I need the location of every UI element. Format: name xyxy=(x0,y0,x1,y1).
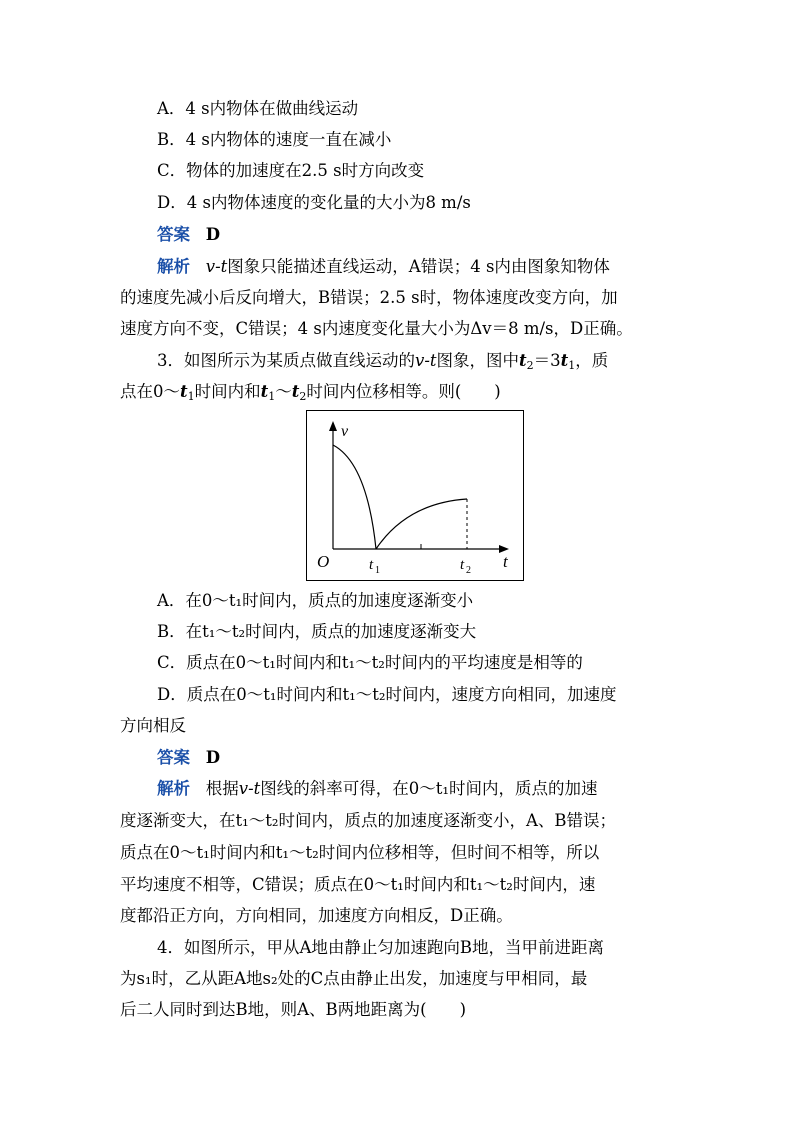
tick-t2-label: t xyxy=(460,557,465,573)
vt-graph-figure xyxy=(306,410,524,581)
explanation-label: 解析 xyxy=(157,779,190,798)
curve-t1-to-t2 xyxy=(376,499,467,549)
q3-option-d-line-2: 方向相反 xyxy=(120,716,186,735)
q2-explanation-line-2: 的速度先减小后反向增大，B错误；2.5 s时，物体速度改变方向，加 xyxy=(120,288,618,307)
explanation-label: 解析 xyxy=(157,257,190,276)
tick-t1-subscript: 1 xyxy=(375,565,380,576)
curve-0-to-t1 xyxy=(333,445,376,549)
q2-option-c: C．物体的加速度在2.5 s时方向改变 xyxy=(157,161,425,180)
axis-t-label: t xyxy=(503,552,508,571)
q3-explanation-line-2: 度逐渐变大，在t₁～t₂时间内，质点的加速度逐渐变小，A、B错误； xyxy=(120,811,617,830)
q3-stem-line-2: 点在$0\sim t_1$时间内和$t_1\sim t_2$时间内位移相等。则( ) xyxy=(120,382,501,403)
q3-option-d-line-1: D．质点在0～t₁时间内和t₁～t₂时间内，速度方向相同，加速度 xyxy=(157,685,617,704)
q4-stem-line-3: 后二人同时到达B地，则A、B两地距离为( ) xyxy=(120,1000,467,1019)
tick-t1-label: t xyxy=(369,557,374,573)
q2-answer xyxy=(157,220,717,250)
tick-t2-subscript: 2 xyxy=(466,565,471,576)
q3-explanation-line-5: 度都沿正方向，方向相同，加速度方向相反，D正确。 xyxy=(120,906,513,925)
axis-v-label: v xyxy=(341,423,349,440)
origin-label: O xyxy=(317,552,330,571)
q3-option-b: B．在t₁～t₂时间内，质点的加速度逐渐变大 xyxy=(157,622,477,641)
answer-label: 答案 xyxy=(157,225,190,244)
q3-stem-line-1: 3．如图所示为某质点做直线运动的v-t图象，图中$t_2=3t_1$，质 xyxy=(157,351,609,372)
answer-value: D xyxy=(205,225,221,244)
q3-option-c: C．质点在0～t₁时间内和t₁～t₂时间内的平均速度是相等的 xyxy=(157,653,583,672)
vt-graph-svg xyxy=(307,411,525,582)
q2-option-a: A．4 s内物体在做曲线运动 xyxy=(157,99,359,118)
q4-stem-line-1: 4．如图所示，甲从A地由静止匀加速跑向B地，当甲前进距离 xyxy=(157,938,605,957)
q2-option-b: B．4 s内物体的速度一直在减小 xyxy=(157,130,392,149)
q3-option-a: A．在0～t₁时间内，质点的加速度逐渐变小 xyxy=(157,591,474,610)
v-axis-arrow xyxy=(329,421,337,431)
answer-label: 答案 xyxy=(157,748,190,767)
q2-explanation-line-3: 速度方向不变，C错误；4 s内速度变化量大小为Δv＝8 m/s，D正确。 xyxy=(120,319,633,338)
q3-explanation-line-1: 解析 根据v-t图线的斜率可得，在0～t₁时间内，质点的加速 xyxy=(157,779,598,798)
answer-value: D xyxy=(205,748,221,767)
q3-explanation-line-3: 质点在0～t₁时间内和t₁～t₂时间内位移相等，但时间不相等，所以 xyxy=(120,843,600,862)
q4-stem-line-2: 为s₁时，乙从距A地s₂处的C点由静止出发，加速度与甲相同，最 xyxy=(120,969,588,988)
q3-explanation-line-4: 平均速度不相等，C错误；质点在0～t₁时间内和t₁～t₂时间内，速 xyxy=(120,875,596,894)
q2-explanation-line-1: 解析 v-t图象只能描述直线运动，A错误；4 s内由图象知物体 xyxy=(157,257,610,276)
q2-option-d: D．4 s内物体速度的变化量的大小为8 m/s xyxy=(157,193,471,212)
q3-answer xyxy=(157,743,717,773)
